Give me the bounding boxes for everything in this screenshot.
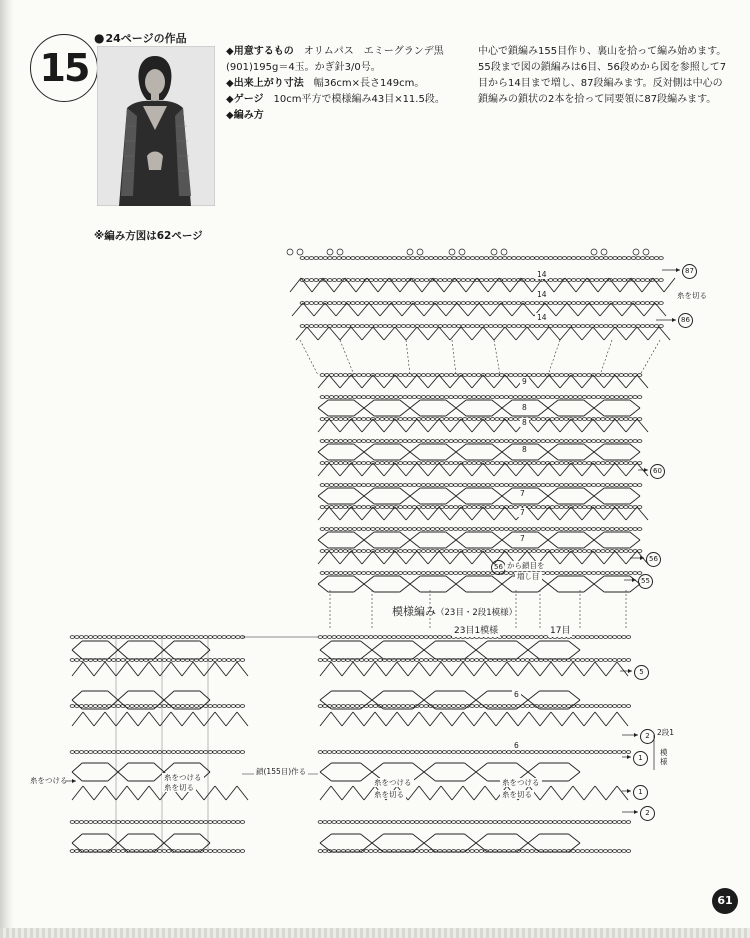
method-label: ◆編み方	[226, 110, 264, 121]
foundation-chain-label: 鎖(155目)作る	[256, 767, 307, 776]
join-yarn-left: 糸をつける	[30, 776, 68, 785]
chain-count-9: 9	[522, 377, 527, 386]
reference-text: 24ページの作品	[105, 32, 187, 45]
chain-count-8c: 8	[522, 445, 527, 454]
cut-yarn-top: 糸を切る	[677, 291, 707, 300]
join-yarn-a: 糸をつける	[164, 773, 202, 782]
instructions-text: 中心で鎖編み155目作り、裏山を拾って編み始めます。55段まで図の鎖編みは6目、56段めから図を参照して7目から14目まで増し、87段編みます。反対側は中心の鎖編みの鎖状の2本を拾って同要領に87段編みます。	[478, 46, 727, 105]
row-marker-55: 55	[638, 574, 653, 589]
row-marker-60: 60	[650, 464, 665, 479]
repeat-17-label: 17目	[550, 626, 571, 636]
pattern-number: 15	[39, 46, 89, 90]
pattern-title	[392, 603, 517, 619]
row-marker-1-lower: 1	[633, 785, 648, 800]
size-label: ◆出来上がり寸法	[226, 78, 304, 89]
row-marker-1-upper: 1	[633, 751, 648, 766]
page-number: 61	[712, 888, 738, 914]
row-marker-2-upper: 2	[640, 729, 655, 744]
pattern-title-sub: （23目・2段1模様）	[436, 608, 518, 618]
cut-yarn-a: 糸を切る	[164, 783, 194, 792]
scan-bottom-edge	[0, 928, 750, 938]
row-marker-2-lower: 2	[640, 806, 655, 821]
chain-count-6b: 6	[514, 741, 519, 750]
join-yarn-b: 糸をつける	[374, 778, 412, 787]
diagram-reference-note: ※編み方図は62ページ	[94, 230, 203, 242]
cut-yarn-b: 糸を切る	[374, 790, 404, 799]
row-marker-56: 56	[646, 552, 661, 567]
chain-count-7a: 7	[520, 489, 525, 498]
row-marker-87: 87	[682, 264, 697, 279]
chain-count-14b: 14	[537, 290, 547, 299]
increase-note-1: から鎖目を	[507, 561, 545, 570]
yarn-value: オリムパス エミーグランデ黒(901)195g＝4玉。かぎ針3/0号。	[226, 46, 444, 73]
increase-row-circle: 56	[491, 560, 506, 575]
repeat-23-label: 23目1模様	[454, 626, 499, 636]
chain-count-6a: 6	[514, 690, 519, 699]
pattern-vertical-label: 模様	[660, 748, 668, 766]
bullet-icon: ●	[94, 31, 105, 45]
join-yarn-c: 糸をつける	[502, 778, 540, 787]
yarn-label: ◆用意するもの	[226, 46, 294, 57]
chain-count-7c: 7	[520, 534, 525, 543]
gauge-value: 10cm平方で模様編み43目×11.5段。	[273, 94, 445, 105]
row-marker-5: 5	[634, 665, 649, 680]
chain-count-7b: 7	[520, 508, 525, 517]
two-row-label: 2段1	[657, 728, 675, 737]
gauge-label: ◆ゲージ	[226, 94, 264, 105]
increase-note-2: 増し目	[517, 572, 540, 581]
row-marker-86: 86	[678, 313, 693, 328]
chain-count-14c: 14	[537, 313, 547, 322]
chain-count-8a: 8	[522, 403, 527, 412]
pattern-title-text: 模様編み	[392, 605, 436, 618]
chain-count-8b: 8	[522, 418, 527, 427]
chain-count-14a: 14	[537, 270, 547, 279]
cut-yarn-c: 糸を切る	[502, 790, 532, 799]
size-value: 幅36cm×長さ149cm。	[313, 78, 425, 89]
